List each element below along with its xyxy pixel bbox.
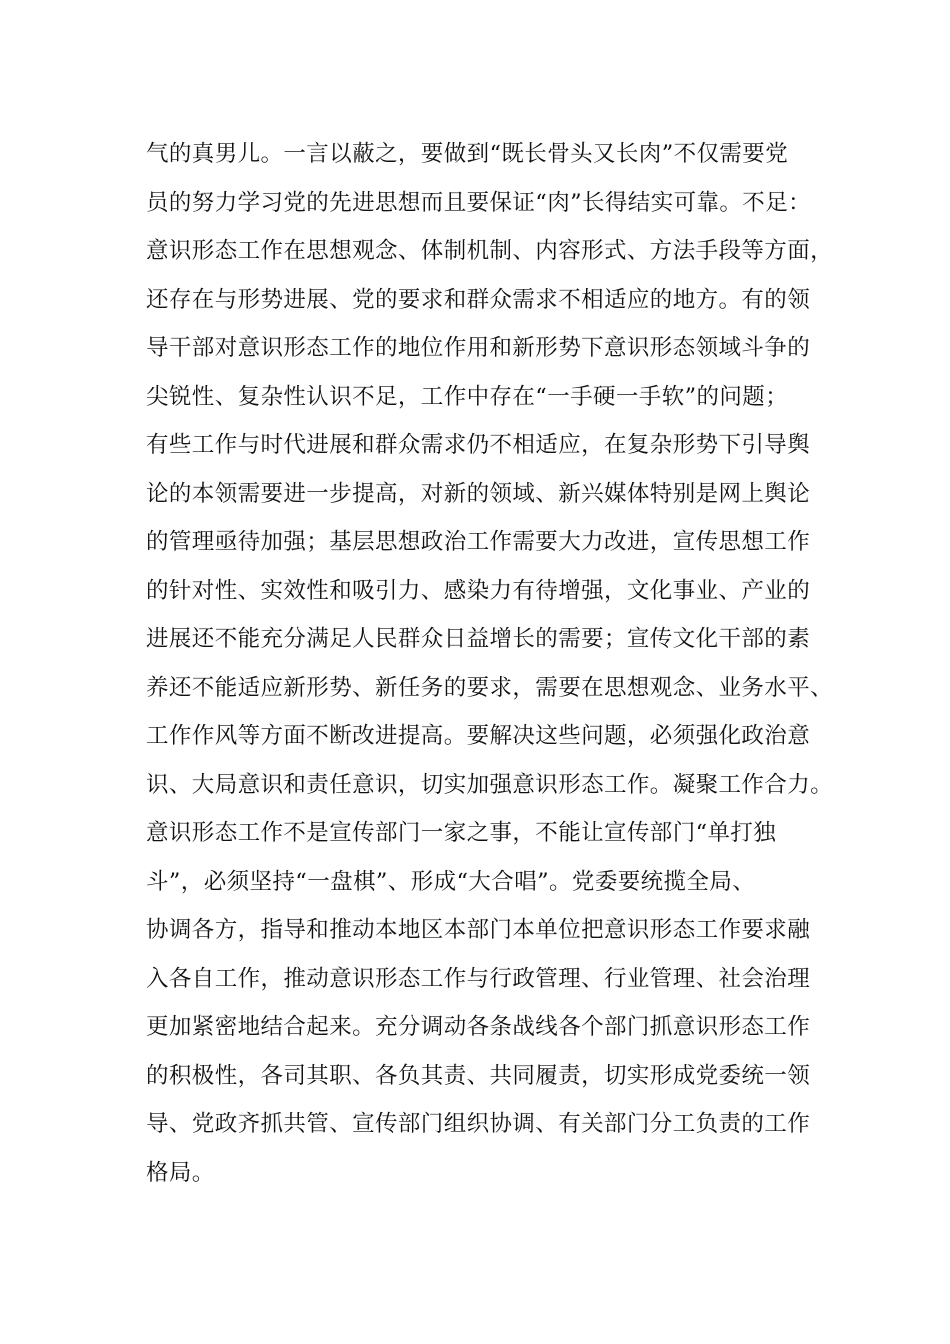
text-line: 进展还不能充分满足人民群众日益增长的需要；宣传文化干部的素 <box>146 626 811 652</box>
text-line: 协调各方，指导和推动本地区本部门本单位把意识形态工作要求融 <box>146 917 811 943</box>
text-line: 员的努力学习党的先进思想而且要保证“肉”长得结实可靠。不足： <box>146 189 812 216</box>
text-line: 气的真男儿。一言以蔽之，要做到“既长骨头又长肉”不仅需要党 <box>146 141 789 167</box>
text-line: 斗”，必须坚持“一盘棋”、形成“大合唱”。党委要统揽全局、 <box>146 868 756 895</box>
text-line: 意识形态工作在思想观念、体制机制、内容形式、方法手段等方面， <box>146 238 834 264</box>
text-line: 还存在与形势进展、党的要求和群众需求不相适应的地方。有的领 <box>146 286 811 313</box>
text-line: 论的本领需要进一步提高，对新的领域、新兴媒体特别是网上舆论 <box>146 480 811 507</box>
text-line: 有些工作与时代进展和群众需求仍不相适应，在复杂形势下引导舆 <box>146 432 811 458</box>
text-line: 入各自工作，推动意识形态工作与行政管理、行业管理、社会治理 <box>146 965 811 992</box>
text-line: 识、大局意识和责任意识，切实加强意识形态工作。凝聚工作合力。 <box>146 771 834 798</box>
text-line: 格局。 <box>146 1159 215 1186</box>
text-line: 的管理亟待加强；基层思想政治工作需要大力改进，宣传思想工作 <box>146 529 811 555</box>
text-line: 养还不能适应新形势、新任务的要求，需要在思想观念、业务水平、 <box>146 674 834 701</box>
body-text <box>146 130 846 1197</box>
text-line: 工作作风等方面不断改进提高。要解决这些问题，必须强化政治意 <box>146 723 811 749</box>
text-line: 尖锐性、复杂性认识不足，工作中存在“一手硬一手软”的问题； <box>146 383 789 410</box>
text-line: 意识形态工作不是宣传部门一家之事，不能让宣传部门“单打独 <box>146 820 777 846</box>
text-line: 导、党政齐抓共管、宣传部门组织协调、有关部门分工负责的工作 <box>146 1111 811 1137</box>
text-line: 的针对性、实效性和吸引力、感染力有待增强，文化事业、产业的 <box>146 577 811 604</box>
text-line: 的积极性，各司其职、各负其责、共同履责，切实形成党委统一领 <box>146 1062 811 1089</box>
text-line: 更加紧密地结合起来。充分调动各条战线各个部门抓意识形态工作 <box>146 1014 811 1040</box>
text-line: 导干部对意识形态工作的地位作用和新形势下意识形态领域斗争的 <box>146 335 811 361</box>
